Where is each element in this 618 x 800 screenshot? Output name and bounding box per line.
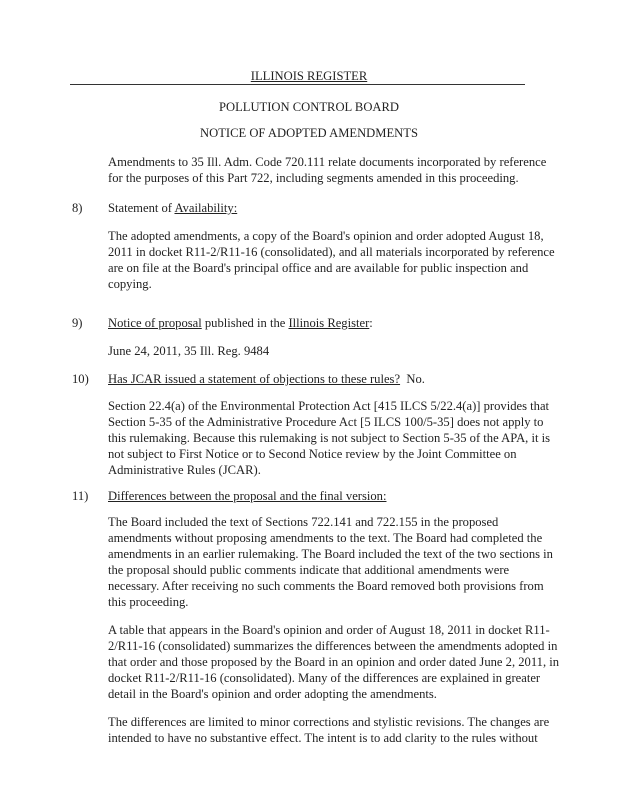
text-line: necessary. After receiving no such comments the Board removed both provisions from xyxy=(108,579,544,593)
item-heading: Has JCAR issued a statement of objections to these rules? No. xyxy=(108,372,425,386)
text-line: 2/R11-16 (consolidated) summarizes the differences between the amendments adopted in xyxy=(108,639,558,653)
text-line: The adopted amendments, a copy of the Board's opinion and order adopted August 18, xyxy=(108,229,544,243)
item-number: 10) xyxy=(72,372,89,386)
text-line: are on file at the Board's principal office and are available for public inspection and xyxy=(108,261,529,275)
text-line: A table that appears in the Board's opinion and order of August 18, 2011 in docket R11- xyxy=(108,623,550,637)
text-line: amendments without proposing amendments to the text. The Board had completed the xyxy=(108,531,543,545)
header-rule-right xyxy=(495,84,520,85)
text-line: amendments in an earlier rulemaking. The Board included the text of the two sections in xyxy=(108,547,553,561)
notice-title: NOTICE OF ADOPTED AMENDMENTS xyxy=(200,126,418,140)
text-line: for the purposes of this Part 722, including segments amended in this proceeding. xyxy=(108,171,519,185)
agency-name: POLLUTION CONTROL BOARD xyxy=(218,100,400,114)
differences-paragraph-2 xyxy=(108,622,559,702)
item-heading: Statement of Availability: xyxy=(108,201,238,215)
register-title: ILLINOIS REGISTER xyxy=(250,69,368,83)
text-line: Section 5-35 of the Administrative Procedure Act [5 ILCS 100/5-35] does not apply to xyxy=(108,415,544,429)
text-line: not subject to First Notice or to Second Notice review by the Joint Committee on xyxy=(108,447,517,461)
differences-paragraph-3 xyxy=(108,714,549,746)
jcar-paragraph xyxy=(108,398,550,478)
text-line: Administrative Rules (JCAR). xyxy=(108,463,261,477)
availability-paragraph xyxy=(108,228,555,292)
intro-paragraph xyxy=(108,154,546,186)
text-line: Amendments to 35 Ill. Adm. Code 720.111 relate documents incorporated by reference xyxy=(108,155,547,169)
text-line: intended to have no substantive effect. The intent is to add clarity to the rules without xyxy=(108,731,538,745)
text-line: The Board included the text of Sections 722.141 and 722.155 in the proposed xyxy=(108,515,499,529)
text-line: copying. xyxy=(108,277,152,291)
text-line: The differences are limited to minor corrections and stylistic revisions. The changes are xyxy=(108,715,550,729)
text-line: this proceeding. xyxy=(108,595,189,609)
item-number: 9) xyxy=(72,316,83,330)
text-line: the proposal should public comments indicate that additional amendments were xyxy=(108,563,510,577)
differences-paragraph-1 xyxy=(108,514,553,610)
proposal-citation: June 24, 2011, 35 Ill. Reg. 9484 xyxy=(108,344,270,358)
text-line: this rulemaking. Because this rulemaking is not subject to Section 5-35 of the APA, it is xyxy=(108,431,551,445)
text-line: that order and those proposed by the Board in an opinion and order dated June 2, 2011, in xyxy=(108,655,560,669)
text-line: detail in the Board's opinion and order adopting the amendments. xyxy=(108,687,437,701)
text-line: docket R11-2/R11-16 (consolidated). Many of the differences are explained in greater xyxy=(108,671,541,685)
text-line: Section 22.4(a) of the Environmental Protection Act [415 ILCS 5/22.4(a)] provides that xyxy=(108,399,550,413)
text-line: 2011 in docket R11-2/R11-16 (consolidated), and all materials incorporated by reference xyxy=(108,245,555,259)
header-rule-left xyxy=(70,84,525,85)
item-heading: Differences between the proposal and the final version: xyxy=(108,489,387,503)
item-number: 11) xyxy=(72,489,89,503)
item-number: 8) xyxy=(72,201,83,215)
item-heading: Notice of proposal published in the Illinois Register: xyxy=(108,316,373,330)
